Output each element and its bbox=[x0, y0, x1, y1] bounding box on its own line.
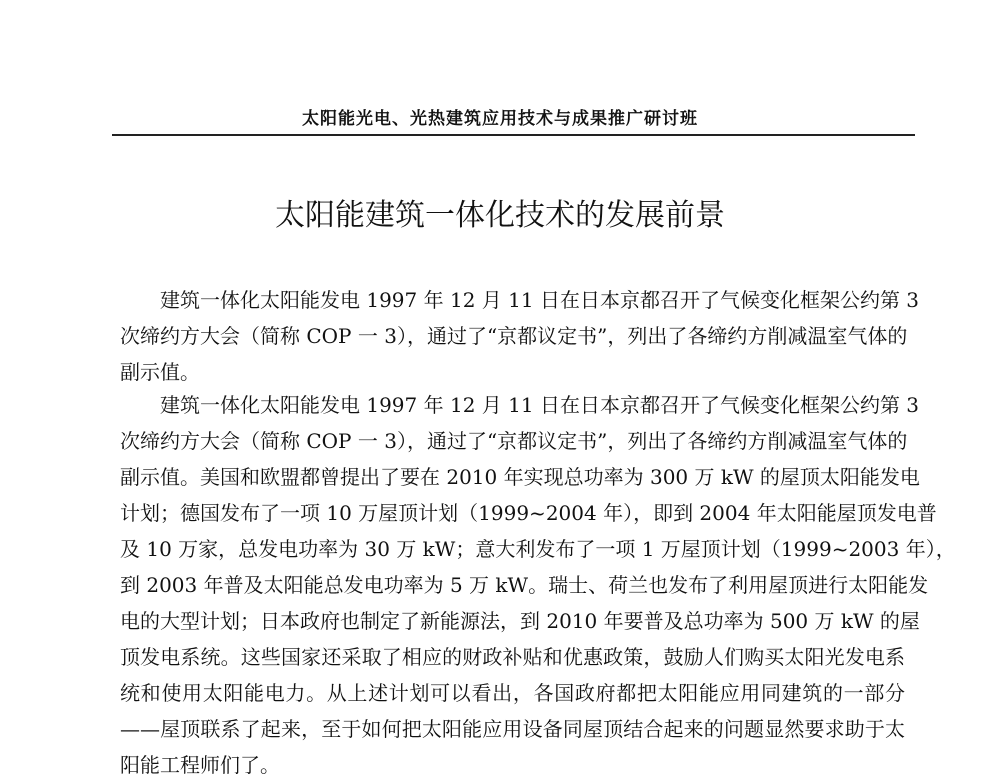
article-title: 太阳能建筑一体化技术的发展前景 bbox=[275, 198, 725, 233]
paragraph-2 bbox=[120, 387, 956, 783]
text-line: 次缔约方大会（简称 COP 一 3），通过了“京都议定书”，列出了各缔约方削减温室气体的 bbox=[120, 324, 908, 348]
text-line: 建筑一体化太阳能发电 1997 年 12 月 11 日在日本京都召开了气候变化框架公约第 3 bbox=[160, 393, 920, 417]
text-line: 统和使用太阳能电力。从上述计划可以看出，各国政府都把太阳能应用同建筑的一部分 bbox=[120, 681, 905, 705]
text-line: 电的大型计划；日本政府也制定了新能源法，到 2010 年要普及总功率为 500 万 kW 的屋 bbox=[120, 609, 920, 633]
text-line: 副示值。 bbox=[120, 360, 200, 384]
text-line: ——屋顶联系了起来，至于如何把太阳能应用设备同屋顶结合起来的问题显然要求助于太 bbox=[120, 717, 905, 741]
text-line: 顶发电系统。这些国家还采取了相应的财政补贴和优惠政策，鼓励人们购买太阳光发电系 bbox=[120, 645, 905, 669]
running-header: 太阳能光电、光热建筑应用技术与成果推广研讨班 bbox=[302, 109, 698, 129]
text-line: 次缔约方大会（简称 COP 一 3），通过了“京都议定书”，列出了各缔约方削减温室气体的 bbox=[120, 429, 908, 453]
text-line: 副示值。美国和欧盟都曾提出了要在 2010 年实现总功率为 300 万 kW 的屋顶太阳能发电 bbox=[120, 465, 920, 489]
text-line: 建筑一体化太阳能发电 1997 年 12 月 11 日在日本京都召开了气候变化框架公约第 3 bbox=[160, 288, 920, 312]
text-line: 及 10 万家，总发电功率为 30 万 kW；意大利发布了一项 1 万屋顶计划（1999~2003 年）， bbox=[120, 537, 956, 561]
text-line: 到 2003 年普及太阳能总发电功率为 5 万 kW。瑞士、荷兰也发布了利用屋顶进行太阳能发 bbox=[120, 573, 929, 597]
text-line: 计划；德国发布了一项 10 万屋顶计划（1999~2004 年），即到 2004 年太阳能屋顶发电普 bbox=[120, 501, 937, 525]
header-rule bbox=[112, 134, 915, 136]
text-line: 阳能工程师们了。 bbox=[120, 753, 280, 777]
paragraph-1 bbox=[120, 282, 920, 390]
